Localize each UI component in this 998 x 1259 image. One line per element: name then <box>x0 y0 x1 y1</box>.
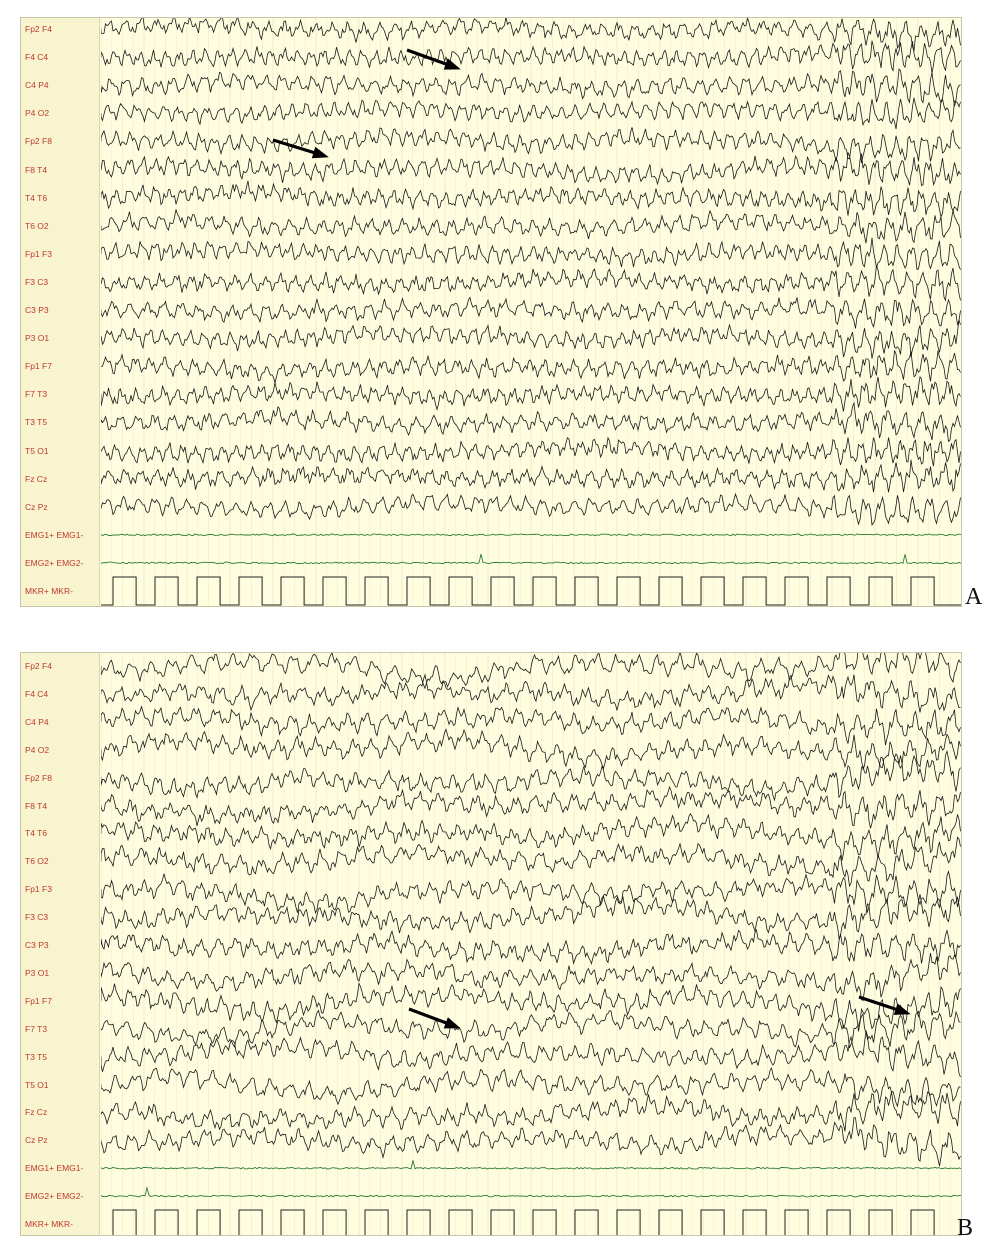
channel-label: Fp2 F8 <box>25 772 52 783</box>
channel-label: T5 O1 <box>25 445 49 456</box>
channel-label: EMG2+ EMG2- <box>25 1191 84 1202</box>
panel-letter-b: B <box>957 1215 974 1241</box>
annotation-arrow <box>407 50 461 70</box>
annotation-arrow <box>859 997 911 1015</box>
channel-label: T3 T5 <box>25 417 48 428</box>
channel-labels <box>21 653 100 1235</box>
channel-label: T4 T6 <box>25 828 48 839</box>
channel-label: Fp2 F4 <box>25 661 52 671</box>
channel-label: F3 C3 <box>25 276 49 287</box>
eeg-panel-b <box>20 652 962 1236</box>
channel-label: F8 T4 <box>25 800 48 811</box>
channel-label: F4 C4 <box>25 52 49 63</box>
channel-label: T3 T5 <box>25 1051 48 1062</box>
channel-label: Fp1 F7 <box>25 995 52 1006</box>
channel-label: C3 P3 <box>25 940 49 950</box>
channel-label: P4 O2 <box>25 108 50 119</box>
channel-label: C4 P4 <box>25 716 49 727</box>
channel-label: EMG1+ EMG1- <box>25 1163 84 1174</box>
channel-label: T5 O1 <box>25 1079 49 1090</box>
eeg-trace-area <box>101 18 961 606</box>
panel-letter-a: A <box>965 584 983 610</box>
channel-label: Fp1 F3 <box>25 884 52 895</box>
channel-label: Cz Pz <box>25 501 48 512</box>
channel-label: F3 C3 <box>25 912 49 923</box>
channel-label: P3 O1 <box>25 333 50 344</box>
channel-label: T4 T6 <box>25 192 48 203</box>
channel-label: Fp2 F4 <box>25 24 52 34</box>
eeg-panel-a <box>20 17 962 607</box>
channel-label: C3 P3 <box>25 305 49 315</box>
channel-label: C4 P4 <box>25 80 49 91</box>
channel-label: F7 T3 <box>25 389 48 400</box>
channel-label: T6 O2 <box>25 856 49 867</box>
channel-label: EMG1+ EMG1- <box>25 529 84 540</box>
channel-label: Fz Cz <box>25 473 48 484</box>
channel-label: Fz Cz <box>25 1107 48 1118</box>
channel-label: T6 O2 <box>25 220 49 231</box>
channel-label: P3 O1 <box>25 967 50 978</box>
channel-label: Cz Pz <box>25 1135 48 1146</box>
channel-labels <box>21 18 100 606</box>
channel-label: F8 T4 <box>25 164 48 175</box>
annotation-arrow <box>409 1009 461 1028</box>
channel-label: MKR+ MKR- <box>25 586 73 596</box>
eeg-trace-area <box>101 653 961 1235</box>
channel-label: Fp1 F3 <box>25 248 52 259</box>
channel-label: Fp1 F7 <box>25 361 52 372</box>
channel-label: F4 C4 <box>25 688 49 699</box>
channel-label: EMG2+ EMG2- <box>25 557 84 568</box>
channel-label: P4 O2 <box>25 744 50 755</box>
channel-label: F7 T3 <box>25 1023 48 1034</box>
channel-label: MKR+ MKR- <box>25 1219 73 1229</box>
channel-label: Fp2 F8 <box>25 136 52 147</box>
